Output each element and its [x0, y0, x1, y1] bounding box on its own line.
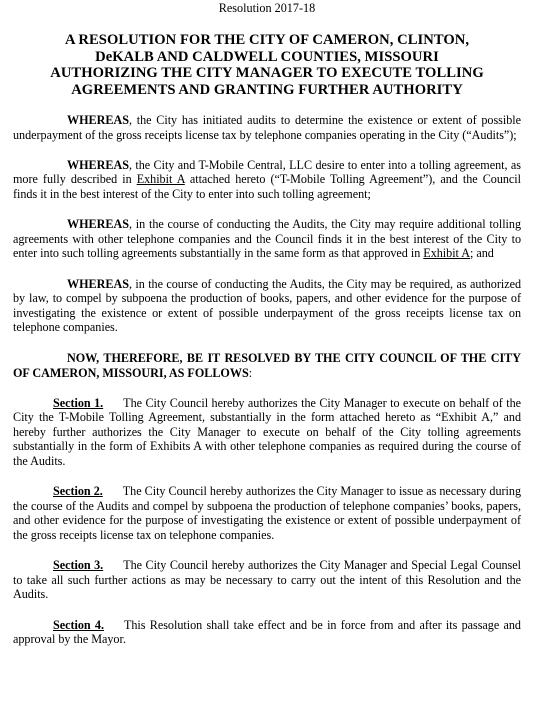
section-label: Section 4. [53, 617, 104, 632]
whereas-clause-4 [13, 277, 521, 335]
whereas-keyword: WHEREAS [67, 217, 129, 232]
resolved-colon: : [248, 365, 253, 380]
whereas-clause-1 [13, 113, 521, 142]
section-text: The City Council hereby authorizes the City Manager to issue as necessary during the course of the Audits and compel by subpoena the production of telephone companies’ books, papers, and other evidence for the purpose of investigating the existence or extent of possible underpayment of the gross receipts license tax on telephone companies. [13, 484, 521, 543]
document-body [13, 113, 521, 647]
section-3 [13, 558, 521, 602]
resolved-text: NOW, THEREFORE, BE IT RESOLVED BY THE CITY COUNCIL OF THE CITY OF CAMERON, MISSOURI, AS FOLLOWS [13, 350, 521, 380]
whereas-clause-2 [13, 158, 521, 202]
clause-text: , in the course of conducting the Audits, the City may require additional tolling agreements with other telephone companies and the Council finds it in the best interest of the City to enter into such tolling agreements substantially in the same form as that approved in [13, 217, 521, 261]
title-line: AGREEMENTS AND GRANTING FURTHER AUTHORITY [71, 81, 463, 98]
exhibit-reference: Exhibit A [136, 172, 185, 187]
clause-text: , in the course of conducting the Audits, the City may be required, as authorized by law, to compel by subpoena the production of books, papers, and other evidence for the purpose of investigating the existence or extent of possible underpayment of the gross receipts license tax on telephone companies. [13, 276, 521, 335]
section-label: Section 2. [53, 484, 103, 499]
section-label: Section 1. [53, 395, 104, 410]
resolved-clause [13, 351, 521, 380]
section-text: The City Council hereby authorizes the City Manager and Special Legal Counsel to take all such further actions as may be necessary to carry out the intent of this Resolution and the Audits. [13, 558, 521, 602]
section-label: Section 3. [53, 558, 104, 573]
exhibit-reference: Exhibit A [423, 246, 470, 261]
whereas-clause-3 [13, 217, 521, 261]
section-2 [13, 484, 521, 542]
section-4 [13, 618, 521, 647]
title-line: AUTHORIZING THE CITY MANAGER TO EXECUTE TOLLING [50, 65, 484, 81]
clause-text: attached hereto (“T-Mobile Tolling Agreement”), and the Council finds it in the best interest of the City to enter into such tolling agreement; [13, 172, 522, 201]
clause-text: , the City has initiated audits to determine the existence or extent of possible underpayment of the gross receipts license tax by telephone companies operating in the City (“Audits”); [13, 113, 521, 142]
title-line: DeKALB AND CALDWELL COUNTIES, MISSOURI [95, 48, 439, 65]
clause-text: ; and [470, 246, 494, 261]
whereas-keyword: WHEREAS [67, 157, 129, 172]
document-title [13, 32, 521, 98]
title-line: A RESOLUTION FOR THE CITY OF CAMERON, CLINTON, [64, 32, 470, 48]
whereas-keyword: WHEREAS [67, 276, 129, 291]
section-text: This Resolution shall take effect and be in force from and after its passage and approval by the Mayor. [13, 617, 521, 647]
resolution-number: Resolution 2017-18 [218, 1, 316, 15]
clause-text: , the City and T-Mobile Central, LLC desire to enter into a tolling agreement, as more fully described in [13, 157, 521, 187]
section-1 [13, 396, 521, 469]
whereas-keyword: WHEREAS [67, 113, 129, 127]
section-text: The City Council hereby authorizes the City Manager to execute on behalf of the City the T-Mobile Tolling Agreement, substantially in the form attached hereto as “Exhibit A,” and hereby further authorizes the City Manager to execute on behalf of the City tolling agreements substantially in the form of Exhibits A with other telephone companies as required during the course of the Audits. [13, 395, 521, 469]
